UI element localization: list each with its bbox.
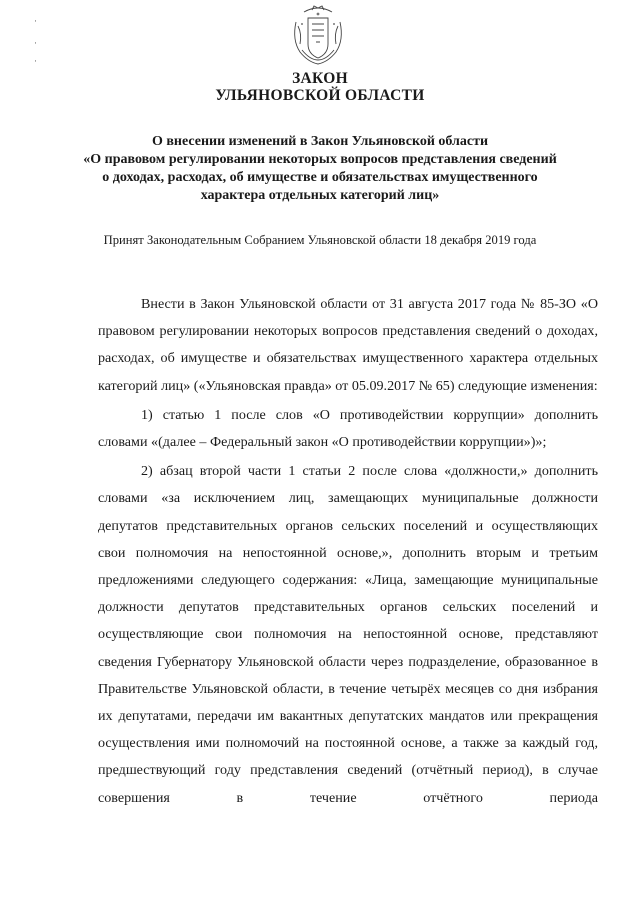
adoption-note: Принят Законодательным Собранием Ульяновской области 18 декабря 2019 года (103, 233, 537, 247)
title-line: о доходах, расходах, об имуществе и обязательствах имущественного (102, 170, 538, 185)
law-body (98, 291, 598, 812)
title-line: «О правовом регулировании некоторых вопросов представления сведений (83, 152, 557, 167)
scan-speck: · (34, 56, 37, 66)
law-heading: ЗАКОН (292, 70, 348, 87)
amendment-item-2: 2) абзац второй части 1 статьи 2 после слова «должности,» дополнить словами «за исключением лиц, замещающих муниципальные должности депутатов представительных органов сельских поселений и осуществляющих свои полномочия на непостоянной основе,», дополнить вторым и третьим предложениями следующего содержания: «Лица, замещающие муниципальные должности депутатов представительных органов сельских поселений и осуществляющие свои полномочия на непостоянной основе, представляют сведения Губернатору Ульяновской области через подразделение, образованное в Правительстве Ульяновской области, в течение четырёх месяцев со дня избрания их депутатами, передачи им вакантных депутатских мандатов или прекращения осуществления ими полномочий на постоянной основе, а также за каждый год, предшествующий году представления сведений (отчётный период), в случае совершения в течение отчётного периода (98, 463, 598, 806)
title-line: характера отдельных категорий лиц» (200, 188, 440, 203)
region-heading: УЛЬЯНОВСКОЙ ОБЛАСТИ (215, 87, 425, 104)
scan-speck: · (34, 16, 37, 26)
law-title (60, 133, 580, 205)
coat-of-arms-icon (290, 4, 346, 66)
intro-paragraph: Внести в Закон Ульяновской области от 31 августа 2017 года № 85-ЗО «О правовом регулировании некоторых вопросов представления сведений о доходах, расходах, об имуществе и обязательствах имущественного характера отдельных категорий лиц» («Ульяновская правда» от 05.09.2017 № 65) следующие изменения: (98, 296, 598, 394)
title-line: О внесении изменений в Закон Ульяновской области (151, 134, 489, 149)
amendment-item-1: 1) статью 1 после слов «О противодействии коррупции» дополнить словами «(далее – Федеральный закон «О противодействии коррупции»)»; (98, 406, 598, 451)
scan-speck: · (34, 38, 37, 48)
